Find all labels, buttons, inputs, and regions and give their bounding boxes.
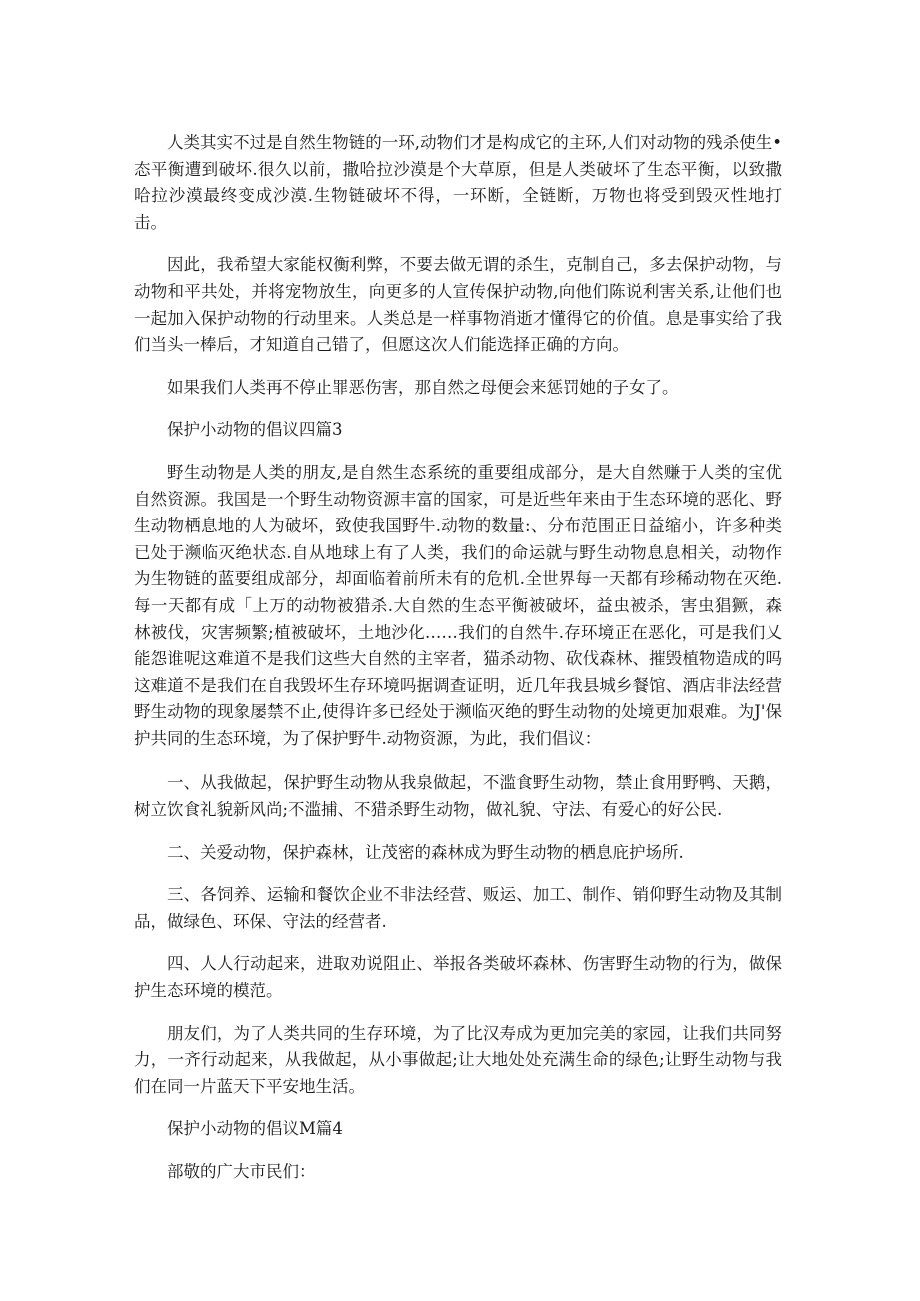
proposal-item-3: 三、各饲养、运输和餐饮企业不非法经营、贩运、加工、制作、销仰野生动物及其制品，做绿色、环保、守法的经营者. <box>134 885 782 931</box>
section-heading-4: 保护小动物的倡议M篇4 <box>167 1119 343 1139</box>
paragraph-ecology-chain: 人类其实不过是自然生物链的一环,动物们才是构成它的主环,人们对动物的残杀使生•态平衡遭到破坏.很久以前，撒哈拉沙漠是个大草原，但是人类破坏了生态平衡，以致撒哈拉沙漠最终变成沙漠.生物链破坏不得，一环断，全链断，万物也将受到毁灭性地打击。 <box>134 133 782 232</box>
section-heading-3: 保护小动物的倡议四篇3 <box>167 420 343 440</box>
salutation: 部敬的广大市民们： <box>167 1162 316 1181</box>
paragraph-nature-punishment: 如果我们人类再不停止罪恶伤害，那自然之母便会来惩罚她的子女了。 <box>167 377 679 397</box>
document-body <box>134 130 782 1186</box>
paragraph-friends-call: 朋友们，为了人类共同的生存环境，为了比汉寿成为更加完美的家园，让我们共同努力，一齐行动起来，从我做起，从小事做起;让大地处处充满生命的绿色;让野生动物与我们在同一片蓝天下平安地生活。 <box>134 1023 782 1096</box>
paragraph-protect-animals: 因此，我希望大家能权衡利弊，不要去做无谓的杀生，克制自己，多去保护动物，与动物和平共处，并将宠物放生，向更多的人宣传保护动物,向他们陈说利害关系,让他们也一起加入保护动物的行动里来。人类总是一样事物消逝才懂得它的价值。息是事实给了我们当头一棒后，才知道自己错了，但愿这次人们能选择正确的方向。 <box>134 255 782 355</box>
proposal-item-1: 一、从我做起，保护野生动物从我泉做起，不滥食野生动物，禁止食用野鸭、天鹅，树立饮食礼貌新风尚;不滥捕、不猎杀野生动物，做礼貌、守法、有爱心的好公民. <box>134 773 782 820</box>
proposal-item-2: 二、关爱动物，保护森林，让茂密的森林成为野生动物的栖息庇护场所. <box>167 842 684 862</box>
proposal-item-4: 四、人人行动起来，进取劝说阻止、举报各类破坏森林、伤害野生动物的行为，做保护生态环境的模范。 <box>134 954 782 1001</box>
paragraph-wildlife-friends: 野生动物是人类的朋友,是自然生态系统的重要组成部分，是大自然赚于人类的宝优自然资源。我国是一个野生动物资源丰富的国家，可是近些年来由于生态环境的恶化、野生动物栖息地的人为破坏，致使我国野牛.动物的数量:、分布范围正日益缩小，许多种类已处于濒临灭绝状态.自从地球上有了人类，我们的命运就与野生动物息息相关，动物作为生物链的蓝要组成部分，却面临着前所未有的危机.全世界每一天都有珍稀动物在灭绝.每一天都有成「上万的动物被猎杀.大自然的生态平衡被破坏，益虫被杀，害虫猖獗，森林被伐，灾害频繁;植被破坏，土地沙化……我们的自然牛.存环境正在恶化，可是我们乂能怨谁呢这难道不是我们这些大自然的主宰者，猫杀动物、砍伐森林、摧毁植物造成的吗这难道不是我们在自我毁坏生存环境吗据调查证明，近几年我县城乡餐馆、酒店非法经营野生动物的现象屡禁不止,使得许多已经处于濒临灭绝的野生动物的处境更加艰难。为J'保护共同的生态环境，为了保护野牛.动物资源，为此，我们倡议： <box>134 462 782 748</box>
